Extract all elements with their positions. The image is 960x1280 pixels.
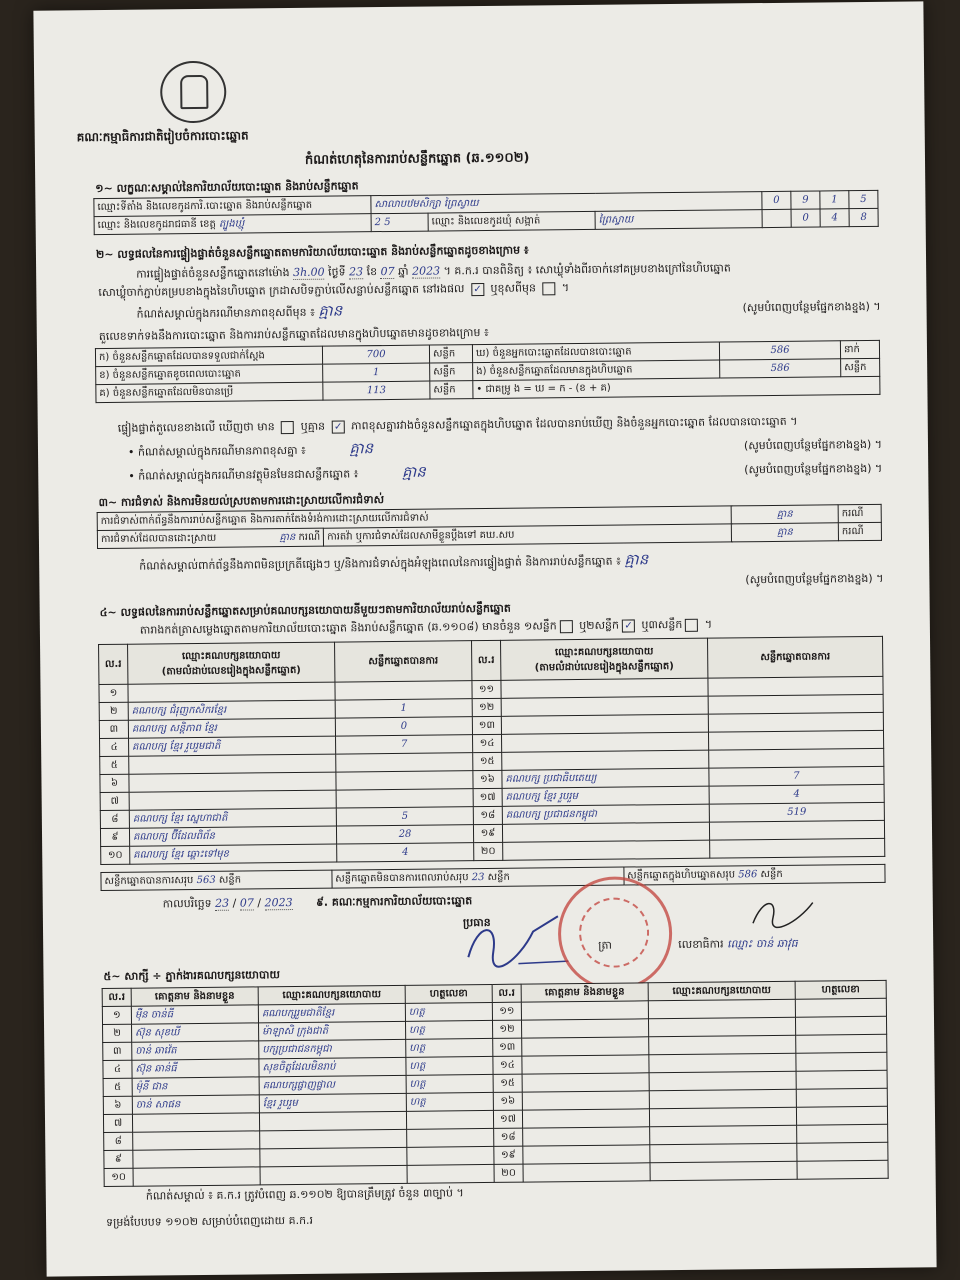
has-diff-checkbox — [281, 420, 294, 433]
witness-name: ម៉ុនី ជាន — [132, 1077, 259, 1096]
party-votes — [709, 748, 884, 768]
witness-signature: ហត្ថ — [405, 1020, 492, 1039]
row-ngo-unit: សន្លឹក — [841, 358, 880, 376]
witness-party — [648, 999, 795, 1019]
witness-no: ១៥ — [493, 1074, 522, 1092]
party-no: ៤ — [100, 738, 129, 756]
row-kho-unit: នាក់ — [840, 340, 879, 358]
witness-party: ខ្មែរ រួបរួម — [259, 1093, 406, 1113]
witness-no: ១២ — [492, 1020, 521, 1038]
location-code-1: 0 — [762, 191, 791, 209]
witness-party: សុខចិត្តដែលមិនរាប់ — [259, 1057, 406, 1077]
invalid-total-value: 23 — [471, 872, 485, 884]
party-no: ១២ — [472, 698, 501, 716]
party-no: ១៨ — [473, 806, 502, 824]
witness-no: ៥ — [103, 1078, 132, 1096]
witness-no: ១៣ — [493, 1038, 522, 1056]
w-col-party: ឈ្មោះគណបក្សនយោបាយ — [258, 985, 405, 1005]
party-name — [501, 678, 708, 698]
objection-table — [97, 504, 882, 549]
col-no-right: ល.រ — [472, 640, 501, 680]
witness-signature — [797, 1124, 888, 1143]
figures-intro: តួលេខទាក់ទងនឹងការបោះឆ្នោត និងការរាប់សន្លឹកឆ្នោតដែលមានក្នុងហិបឆ្នោតមានដូចខាងក្រោម ៖ — [98, 325, 489, 344]
witness-party: បក្សប្រជាជនកម្ពុជា — [259, 1039, 406, 1059]
party-name — [501, 714, 708, 734]
totals-table — [100, 864, 885, 891]
witness-no: ១៤ — [493, 1056, 522, 1074]
invalid-total: សន្លឹកឆ្នោតមិនបានការពេលរាប់សរុប 23 សន្លឹក — [332, 867, 624, 888]
seal-line: សោឃ្លុំចាក់ភ្ជាប់គម្របខាងក្នុងនៃហិបឆ្នោត ក្រដាសបិទភ្ជាប់លើសន្លាប់សន្លឹកឆ្នោត នៅរងផល ✓ ឬខុសពីមុន ។ — [98, 281, 570, 300]
witness-name — [522, 1091, 649, 1110]
row-ko-label: គ) ចំនួនសន្លឹកឆ្នោតដែលមិនបានប្រើ — [96, 382, 323, 402]
commune-code-1: 0 — [791, 209, 820, 227]
witness-signature: ហត្ថ — [406, 1038, 493, 1057]
party-no: ៥ — [100, 756, 129, 774]
witness-name: ចាន់ ឆាវ៉េត — [132, 1041, 259, 1060]
secretary-name: ឈ្មោះ ចាន់ ឆាវុធ — [727, 936, 798, 951]
resolved-label: ការជំទាស់ដែលបានដោះស្រាយ គ្មាន ករណី — [97, 528, 323, 548]
form-title: កំណត់ហេតុនៃការរាប់សន្លឹកឆ្នោត (ឆ.១១០២) — [304, 150, 530, 168]
row-ka-value: 700 — [322, 345, 429, 364]
witness-signature — [796, 1070, 887, 1089]
party-name — [128, 682, 335, 702]
w-col-name: គោត្តនាម និងនាមខ្លួន — [131, 987, 258, 1006]
section4-heading: ៤~ លទ្ធផលនៃការរាប់សន្លឹកឆ្នោតសម្រាប់គណបក្សនយោបាយនីមួយៗតាមការិយាល័យរាប់សន្លឹកឆ្នោត — [99, 601, 511, 620]
witness-no: ១០ — [104, 1168, 133, 1186]
w-col-no: ល.រ — [102, 988, 131, 1006]
col-party-right: ឈ្មោះគណបក្សនយោបាយ (តាមលំដាប់លេខរៀងក្នុងសន្លឹកឆ្នោត) — [501, 638, 708, 680]
party-no: ១៦ — [473, 770, 502, 788]
witness-signature — [796, 1034, 887, 1053]
witness-signature: ហត្ថ — [406, 1074, 493, 1093]
witness-signature — [796, 1052, 887, 1071]
witness-party — [650, 1143, 797, 1163]
party-name — [501, 732, 708, 752]
ballot-box-total-value: 586 — [738, 869, 758, 881]
party-name — [129, 754, 336, 774]
w-col-sign: ហត្ថលេខា — [405, 984, 492, 1003]
witness-no: ៣ — [103, 1042, 132, 1060]
witness-signature: ហត្ថ — [405, 1002, 492, 1021]
party-no: ១៧ — [473, 788, 502, 806]
row-ngo-value: 586 — [720, 359, 841, 378]
witness-name — [522, 1073, 649, 1092]
section3-heading: ៣~ ការជំទាស់ និងការមិនយល់ស្របតាមការដោះស្រាយលើការជំទាស់ — [98, 493, 385, 510]
witness-name — [133, 1131, 260, 1150]
difference-note-value: គ្មាន — [318, 301, 343, 320]
party-name: គណបក្ស ប៊ីដែលពិព័ន — [129, 826, 336, 846]
party-votes: 7 — [709, 766, 884, 786]
witness-party — [260, 1147, 407, 1167]
row-ko-value: 113 — [323, 381, 430, 400]
witness-name — [523, 1127, 650, 1146]
witness-no: ៤ — [103, 1060, 132, 1078]
witness-no: ១១ — [492, 1002, 521, 1020]
objection-unit: ករណី — [838, 504, 881, 522]
witness-name — [521, 1001, 648, 1020]
party-no: ១៤ — [473, 734, 502, 752]
party-name: គណបក្ស សន្តិភាព ខ្មែរ — [128, 718, 335, 738]
witness-name: ម៉ឺន ចាន់ធី — [131, 1005, 258, 1024]
witness-party — [649, 1107, 796, 1127]
verification-line: ការផ្ទៀងផ្ទាត់ចំនួនសន្លឹកឆ្នោតនៅម៉ោង 3h.00 ថ្ងៃទី 23 ខែ 07 ឆ្នាំ 2023 ។ គ.ក.រ បានពិនិត្យ ៖ សោឃ្លុំទាំងពីរចាក់នៅគម្របខាងក្រៅនៃហិបឆ្នោត — [136, 261, 731, 281]
witness-party — [649, 1089, 796, 1109]
date-month: 07 — [239, 896, 254, 910]
section5-heading: ៥~ សាក្សី ÷ ភ្នាក់ងារគណបក្សនយោបាយ — [103, 968, 280, 984]
w-col-name-right: គោត្តនាម និងនាមខ្លួន — [521, 983, 648, 1002]
formula: • ជាគម្រូ ង = ឃ = ក - (ខ + គ) — [473, 376, 880, 398]
section1-heading: ១~ លក្ខណៈសម្គាល់នៃការិយាល័យបោះឆ្នោត និងរាប់សន្លឹកឆ្នោត — [95, 179, 359, 196]
date-year: 2023 — [264, 896, 293, 910]
valid-total: សន្លឹកឆ្នោតបានការសរុប 563 សន្លឹក — [101, 870, 332, 890]
party-votes: 519 — [709, 802, 884, 822]
three-sheet-checkbox — [685, 618, 698, 631]
bullet-diff-hint: (សូមបំពេញបន្ថែមផ្នែកខាងខ្នង) ។ — [743, 437, 883, 453]
location-code-3: 1 — [820, 191, 849, 209]
party-no: ១៥ — [473, 752, 502, 770]
witness-party — [650, 1161, 797, 1181]
witness-signature — [795, 998, 886, 1017]
witness-signature — [407, 1128, 494, 1147]
party-votes: 4 — [337, 843, 474, 862]
location-label: ឈ្មោះទីតាំង និងលេខកូដការិ.បោះឆ្នោត និងរាប់សន្លឹកឆ្នោត — [94, 196, 371, 217]
footnote: កំណត់សម្គាល់ ៖ គ.ក.រ ត្រូវបំពេញ ឆ.១១០២ ឱ្យបានត្រឹមត្រូវ ចំនួន ៣ច្បាប់ ។ — [145, 1186, 464, 1203]
chair-label: ប្រធាន — [462, 915, 491, 930]
witness-name — [523, 1163, 650, 1182]
witness-party — [259, 1111, 406, 1131]
no-diff-checkbox: ✓ — [332, 420, 345, 433]
party-name — [501, 696, 708, 716]
witness-no: ១ — [102, 1006, 131, 1024]
party-no: ១៩ — [473, 824, 502, 842]
witness-table — [102, 980, 889, 1187]
row-kho-label: ឃ) ចំនួនអ្នកបោះឆ្នោតដែលបានបោះឆ្នោត — [472, 342, 719, 363]
party-name: គណបក្ស ជំរុញកសិករខ្មែរ — [128, 700, 335, 720]
party-votes: 5 — [336, 807, 473, 826]
witness-party — [649, 1035, 796, 1055]
ballot-box-total: សន្លឹកឆ្នោតក្នុងហិបឆ្នោតសរុប 586 សន្លឹក — [624, 864, 886, 885]
witness-name — [522, 1055, 649, 1074]
witness-signature: ហត្ថ — [406, 1092, 493, 1111]
compare-line: ផ្ទៀងផ្ទាត់តួលេខខាងលើ ឃើញថា មាន ឬគ្មាន ✓ ភាពខុសគ្នារវាងចំនួនសន្លឹកឆ្នោតក្នុងហិបឆ្នោត ដែលបានរាប់ឃើញ និងចំនួនអ្នកបោះឆ្នោត ដែលបានបោះឆ្នោត ។ — [117, 414, 798, 435]
party-votes — [336, 789, 473, 808]
appeal-unit: ករណី — [838, 522, 881, 540]
objection-value: គ្មាន — [731, 505, 838, 524]
one-sheet-checkbox — [560, 620, 573, 633]
witness-no: ១៨ — [494, 1128, 523, 1146]
witness-name — [133, 1149, 260, 1168]
difference-note: កំណត់សម្គាល់ក្នុងករណីមានភាពខុសពីមុន ៖ គ្មាន — [136, 301, 343, 321]
party-no: ១១ — [472, 680, 501, 698]
appeal-value: គ្មាន — [731, 523, 838, 542]
party-no: ១ — [99, 684, 128, 702]
committee-name: គណៈកម្មាធិការជាតិរៀបចំការបោះឆ្នោត — [76, 128, 249, 145]
party-votes — [710, 838, 885, 858]
figures-table — [95, 340, 881, 403]
party-no: ២ — [99, 702, 128, 720]
party-votes — [708, 712, 883, 732]
witness-no: ២ — [103, 1024, 132, 1042]
witness-signature — [407, 1164, 494, 1183]
row-kha-value: 1 — [323, 363, 430, 382]
w-col-no-right: ល.រ — [492, 984, 521, 1002]
difference-hint: (សូមបំពេញបន្ថែមផ្នែកខាងខ្នង) ។ — [742, 299, 881, 315]
party-no: ៨ — [100, 810, 129, 828]
witness-party — [650, 1125, 797, 1145]
party-name — [502, 750, 709, 770]
witness-signature — [796, 1088, 887, 1107]
party-votes — [709, 820, 884, 840]
nec-emblem-icon — [160, 61, 227, 124]
year-value: 2023 — [411, 264, 441, 278]
witness-name — [522, 1037, 649, 1056]
month-value: 07 — [380, 264, 395, 279]
witness-signature — [795, 1016, 886, 1035]
row-ngo-label: ង) ចំនួនសន្លឹកឆ្នោតដែលមានក្នុងហិបឆ្នោត — [473, 360, 720, 381]
row-kha-label: ខ) ចំនួនសន្លឹកឆ្នោតខូចពេលបោះឆ្នោត — [96, 364, 323, 384]
row-kha-unit: សន្លឹក — [430, 363, 473, 381]
party-name: គណបក្ស ខ្មែរ រួបរួមជាតិ — [129, 736, 336, 756]
day-value: 23 — [349, 265, 364, 279]
row-ko-unit: សន្លឹក — [430, 381, 473, 399]
witness-signature — [796, 1106, 887, 1125]
col-votes: សន្លឹកឆ្នោតបានការ — [335, 641, 472, 682]
witness-no: ១៦ — [493, 1092, 522, 1110]
form-sheet — [33, 1, 936, 1276]
party-no: ២០ — [474, 842, 503, 860]
row-kho-value: 586 — [719, 341, 840, 360]
row-ka-label: ក) ចំនួនសន្លឹកឆ្នោតដែលបានទទួលជាក់ស្តែង — [95, 346, 322, 366]
party-no: ៧ — [100, 792, 129, 810]
witness-party — [260, 1165, 407, 1185]
seal-label: ត្រា — [598, 938, 613, 952]
witness-no: ១៧ — [493, 1110, 522, 1128]
irregularity-value: គ្មាន — [624, 550, 649, 569]
witness-signature: ហត្ថ — [406, 1056, 493, 1075]
bullet-object-value: គ្មាន — [401, 462, 426, 481]
witness-no: ៧ — [103, 1114, 132, 1132]
witness-name — [521, 1019, 648, 1038]
witness-name — [522, 1109, 649, 1128]
col-no: ល.រ — [99, 644, 128, 684]
party-votes — [708, 676, 883, 696]
witness-name — [132, 1113, 259, 1132]
location-value: សាលាបឋមសិក្សា ព្រៃស្វាយ — [371, 192, 762, 214]
witness-name: ចាន់ សាផន — [132, 1095, 259, 1114]
party-name — [129, 772, 336, 792]
results-table — [98, 636, 885, 865]
party-no: ៦ — [100, 774, 129, 792]
witness-party: គណបក្សផ្ចាញផ្ចាល — [259, 1075, 406, 1095]
location-table — [93, 190, 878, 235]
witness-party — [648, 1017, 795, 1037]
party-no: ៩ — [100, 828, 129, 846]
witness-signature — [407, 1146, 494, 1165]
party-votes: 4 — [709, 784, 884, 804]
party-no: ៣ — [99, 720, 128, 738]
witness-no: ៦ — [103, 1096, 132, 1114]
party-name — [502, 822, 709, 842]
party-votes: 7 — [336, 735, 473, 754]
commune-value: ព្រៃស្វាយ — [595, 210, 762, 230]
bullet-object-hint: (សូមបំពេញបន្ថែមផ្នែកខាងខ្នង) ។ — [744, 461, 883, 477]
date-line: កាលបរិច្ឆេទ 23 / 07 / 2023 ៩. គណៈកម្មការការិយាល័យបោះឆ្នោត — [162, 894, 473, 911]
secretary-signature-icon — [743, 892, 823, 933]
party-name: គណបក្ស ប្រជាជនកម្ពុជា — [502, 804, 709, 824]
province-code: 2 5 — [371, 213, 428, 232]
col-votes-right: សន្លឹកឆ្នោតបានការ — [708, 636, 883, 678]
witness-party: គណបក្សរួមជាតិខ្មែរ — [258, 1003, 405, 1023]
witness-signature — [797, 1160, 888, 1179]
party-name: គណបក្ស ខ្មែរ រួបរួម — [502, 786, 709, 806]
witness-name — [133, 1167, 260, 1186]
province-label: ឈ្មោះ និងលេខកូដរាជធានី ខេត្ត ត្បូងឃ្មុំ — [94, 214, 371, 235]
row-ka-unit: សន្លឹក — [429, 345, 472, 363]
party-votes — [708, 694, 883, 714]
commune-label: ឈ្មោះ និងលេខកូដឃុំ សង្កាត់ — [428, 211, 595, 231]
witness-party — [649, 1071, 796, 1091]
party-name — [503, 840, 710, 860]
different-checkbox — [542, 282, 555, 295]
w-col-party-right: ឈ្មោះគណបក្សនយោបាយ — [648, 981, 795, 1001]
witness-name: ស៊ុន សុខឃី — [132, 1023, 259, 1042]
party-votes — [336, 753, 473, 772]
party-name: គណបក្ស ប្រជាធិបតេយ្យ — [502, 768, 709, 788]
witness-no: ៨ — [104, 1132, 133, 1150]
two-sheet-checkbox: ✓ — [622, 619, 635, 632]
witness-signature — [406, 1110, 493, 1129]
resolved-value: គ្មាន — [279, 531, 296, 544]
time-value: 3h.00 — [292, 265, 325, 279]
irregularity-note: កំណត់សម្គាល់ពាក់ព័ន្ធនឹងភាពមិនប្រក្រតីផ្សេងៗ ឬ/និងការជំទាស់ក្នុងអំឡុងពេលនៃការផ្ទៀងផ្ទាត់ និងការរាប់សន្លឹកឆ្នោត ៖ គ្មាន — [139, 550, 649, 573]
tally-sheet-line: តារាងកត់ត្រាសម្លេងឆ្នោតតាមការិយាល័យបោះឆ្នោត និងរាប់សន្លឹកឆ្នោត (ឆ.១១០៨) មានចំនួន ១សន្លឹក ឬ២សន្លឹក ✓ ឬ៣សន្លឹក ។ — [139, 617, 713, 637]
objection-label: ការជំទាស់ពាក់ព័ន្ធនឹងការរាប់សន្លឹកឆ្នោត និងការតាក់តែងទំរង់ការដោះស្រាយលើការជំទាស់ — [97, 506, 731, 531]
w-col-sign-right: ហត្ថលេខា — [795, 980, 886, 999]
party-name: គណបក្ស ខ្មែរ ឆ្ពោះទៅមុខ — [130, 844, 337, 864]
party-votes — [336, 771, 473, 790]
party-votes: 1 — [335, 699, 472, 718]
irregularity-hint: (សូមបំពេញបន្ថែមផ្នែកខាងខ្នង) ។ — [745, 571, 884, 587]
witness-party: ម៉ាឡាសិ ក្រុងជាតិ — [259, 1021, 406, 1041]
witness-no: ២០ — [494, 1164, 523, 1182]
commune-code-3: 8 — [849, 208, 878, 226]
party-votes — [708, 730, 883, 750]
party-name — [129, 790, 336, 810]
party-no: ១០ — [101, 846, 130, 864]
witness-no: ៩ — [104, 1150, 133, 1168]
witness-name — [523, 1145, 650, 1164]
date-day: 23 — [215, 896, 230, 910]
location-code-2: 9 — [791, 191, 820, 209]
secretary-label: លេខាធិការ ឈ្មោះ ចាន់ ឆាវុធ — [678, 936, 798, 951]
witness-party — [649, 1053, 796, 1073]
bullet-object: • កំណត់សម្គាល់ក្នុងករណីមានវត្ថុមិនមែនជាសន្លឹកឆ្នោត ៖ គ្មាន — [128, 462, 426, 483]
witness-no: ១៩ — [494, 1146, 523, 1164]
official-seal-icon — [557, 876, 672, 991]
same-checkbox: ✓ — [471, 282, 484, 295]
party-votes: 0 — [335, 717, 472, 736]
section2-heading: ២~ លទ្ធផលនៃការផ្ទៀងផ្ទាត់ចំនួនសន្លឹកឆ្នោតតាមការិយាល័យបោះឆ្នោត និងរាប់សន្លឹកឆ្នោតដូចខាងក្រោម ៖ — [95, 243, 529, 262]
party-no: ១៣ — [472, 716, 501, 734]
party-votes: 28 — [336, 825, 473, 844]
witness-signature — [797, 1142, 888, 1161]
party-name: គណបក្ស ខ្មែរ ស្នេហាជាតិ — [129, 808, 336, 828]
bullet-diff-value: គ្មាន — [349, 439, 374, 458]
witness-party — [260, 1129, 407, 1149]
appeal-label: ការតវ៉ា ឬការជំទាស់ដែលសាមីខ្លួនប្តឹងទៅ គឃ.សប — [324, 524, 732, 546]
party-votes — [335, 681, 472, 700]
col-party: ឈ្មោះគណបក្សនយោបាយ (តាមលំដាប់លេខរៀងក្នុងសន្លឹកឆ្នោត) — [128, 642, 335, 684]
commune-code-2: 4 — [820, 209, 849, 227]
bullet-diff: • កំណត់សម្គាល់ក្នុងករណីមានភាពខុសគ្នា ៖ គ្មាន — [127, 439, 374, 459]
location-code-4: 5 — [849, 190, 878, 208]
valid-total-value: 563 — [196, 874, 216, 887]
province-value: ត្បូងឃ្មុំ — [218, 218, 245, 230]
witness-name: ស៊ុន ឆាន់ធី — [132, 1059, 259, 1078]
form-id: ទម្រង់បែបបទ ១១០២ សម្រាប់បំពេញដោយ គ.ក.រ — [106, 1213, 314, 1229]
